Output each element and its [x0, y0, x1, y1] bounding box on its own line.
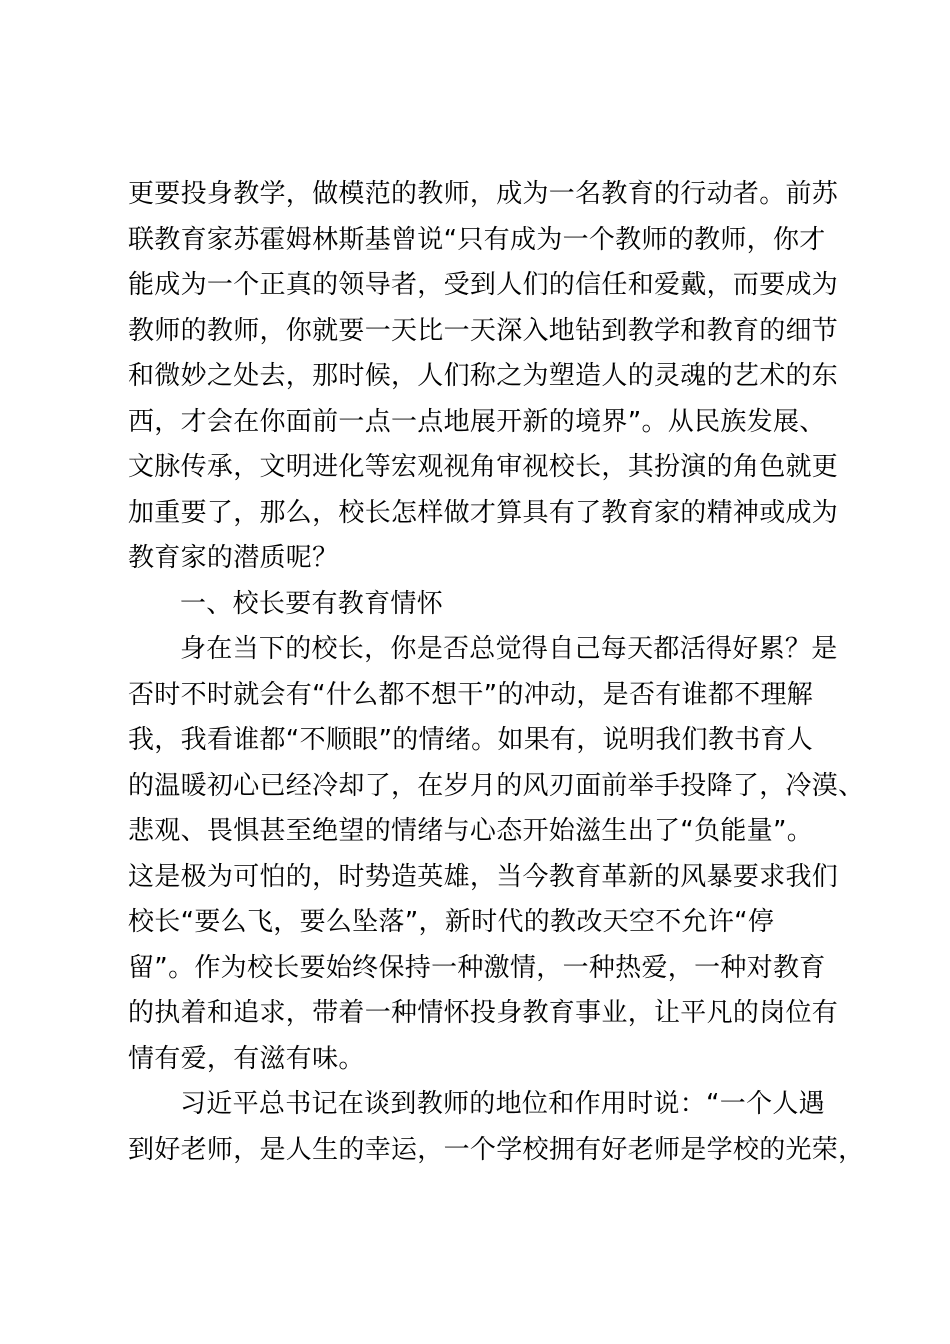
text-line: 留”。作为校长要始终保持一种激情，一种热爱，一种对教育 [128, 952, 826, 983]
text-line: 能成为一个正真的领导者，受到人们的信任和爱戴，而要成为 [128, 270, 839, 300]
text-line: 否时不时就会有“什么都不想干”的冲动，是否有谁都不理解 [128, 679, 814, 710]
text-line: 文脉传承，文明进化等宏观视角审视校长，其扮演的角色就更 [128, 452, 839, 482]
text-line: 加重要了，那么，校长怎样做才算具有了教育家的精神或成为 [128, 497, 839, 528]
body-text [128, 172, 865, 1173]
section-heading: 一、校长要有教育情怀 [180, 588, 444, 619]
text-line: 的温暖初心已经冷却了，在岁月的风刃面前举手投降了，冷漠、 [128, 770, 865, 801]
paragraph-start-line: 身在当下的校长，你是否总觉得自己每天都活得好累？是 [180, 634, 838, 664]
text-line: 联教育家苏霍姆林斯基曾说“只有成为一个教师的教师，你才 [128, 224, 826, 255]
text-line: 更要投身教学，做模范的教师，成为一名教育的行动者。前苏 [128, 179, 839, 209]
text-line: 这是极为可怕的，时势造英雄，当今教育革新的风暴要求我们 [128, 861, 839, 892]
text-line: 情有爱，有滋有味。 [128, 1043, 365, 1074]
text-line: 教育家的潜质呢？ [128, 543, 339, 573]
text-line: 到好老师，是人生的幸运，一个学校拥有好老师是学校的光荣， [128, 1134, 865, 1165]
text-line: 教师的教师，你就要一天比一天深入地钻到教学和教育的细节 [128, 315, 839, 346]
text-line: 和微妙之处去，那时候，人们称之为塑造人的灵魂的艺术的东 [128, 361, 839, 391]
text-line: 西，才会在你面前一点一点地展开新的境界”。从民族发展、 [128, 406, 826, 437]
text-line: 我，我看谁都“不顺眼”的情绪。如果有，说明我们教书育人 [128, 725, 814, 755]
text-line: 悲观、畏惧甚至绝望的情绪与心态开始滋生出了“负能量”。 [128, 816, 814, 846]
text-line: 的执着和追求，带着一种情怀投身教育事业，让平凡的岗位有 [128, 998, 839, 1028]
paragraph-start-line: 习近平总书记在谈到教师的地位和作用时说：“一个人遇 [180, 1089, 825, 1119]
text-line: 校长“要么飞，要么坠落”，新时代的教改天空不允许“停 [128, 907, 775, 937]
